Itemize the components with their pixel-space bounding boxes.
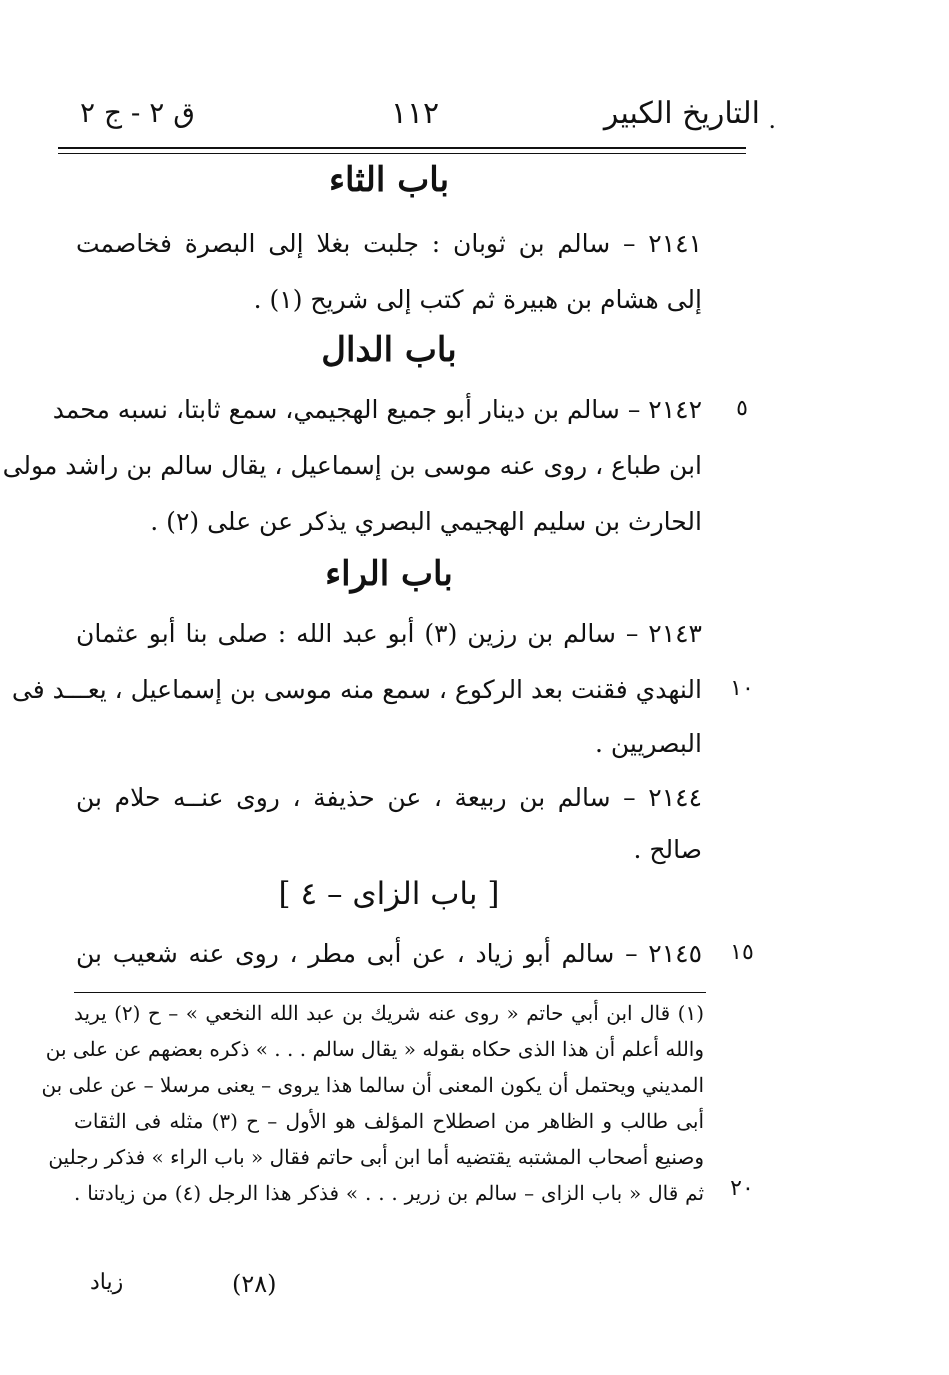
line-number: ١٠ [730,676,754,701]
footnote-line: والله أعلم أن هذا الذى حكاه بقوله « يقال سالم . . . » ذكره بعضهم عن على بن [45,1037,704,1061]
entry-line: ٢١٤٣ – سالم بن رزين (٣) أبو عبد الله : صلى بنا أبو عثمان [76,619,702,648]
header-bullet: . [768,106,776,134]
header-rule [58,147,746,149]
line-number: ٢٠ [730,1176,754,1201]
entry-line: ٢١٤١ – سالم بن ثوبان : جلبت بغلا إلى البصرة فخاصمت [76,229,702,258]
footnote-line: ثم قال « باب الزاى – سالم بن زرير . . . » فذكر هذا الرجل (٤) من زيادتنا . [74,1181,705,1205]
entry-line: النهدي فقنت بعد الركوع ، سمع منه موسى بن إسماعيل ، يعـــد فى [11,675,702,704]
section-heading-zay: [ باب الزاى – ٤ ] [278,876,500,912]
volume-reference: ق ٢ - ج ٢ [80,96,195,129]
footnote-line: وصنيع أصحاب المشتبه يقتضيه أما ابن أبى حاتم فقال « باب الراء » فذكر رجلين [48,1145,704,1169]
section-heading-tha: باب الثاء [328,160,450,200]
entry-line: ٢١٤٢ – سالم بن دينار أبو جميع الهجيمي، سمع ثابتا، نسبه محمد [52,395,702,424]
footnote-line: (١) قال ابن أبي حاتم « روى عنه شريك بن عبد الله النخعي » – ح (٢) يريد [74,1001,704,1025]
entry-line: إلى هشام بن هبيرة ثم كتب إلى شريح (١) . [253,285,702,314]
page-number: ١١٢ [390,96,440,131]
section-heading-dal: باب الدال [321,330,457,370]
entry-line: صالح . [633,835,702,864]
book-title: التاريخ الكبير [603,96,760,131]
line-number: ١٥ [730,940,754,965]
entry-line: ٢١٤٥ – سالم أبو زياد ، عن أبى مطر ، روى عنه شعيب بن [76,939,702,968]
signature-mark: (٢٨) [232,1270,277,1298]
entry-line: البصريين . [594,729,702,758]
line-number: ٥ [736,396,748,421]
footnote-line: أبى طالب و الظاهر من اصطلاح المؤلف هو الأول – ح (٣) مثله فى الثقات [74,1109,705,1133]
footnote-rule [74,992,706,993]
header-rule-thin [58,153,746,154]
entry-line: ٢١٤٤ – سالم بن ربيعة ، عن حذيفة ، روى عنــه حلام بن [76,783,702,812]
running-head [60,96,776,146]
entry-line: ابن طباع ، روى عنه موسى بن إسماعيل ، يقال سالم بن راشد مولى [2,451,702,480]
section-heading-ra: باب الراء [325,554,453,594]
footnote-line: المديني ويحتمل أن يكون المعنى أن سالما هذا يروى – يعنى مرسلا – عن على بن [41,1073,704,1097]
catchword: زياد [90,1270,124,1295]
entry-line: الحارث بن سليم الهجيمي البصري يذكر عن على (٢) . [150,507,702,536]
